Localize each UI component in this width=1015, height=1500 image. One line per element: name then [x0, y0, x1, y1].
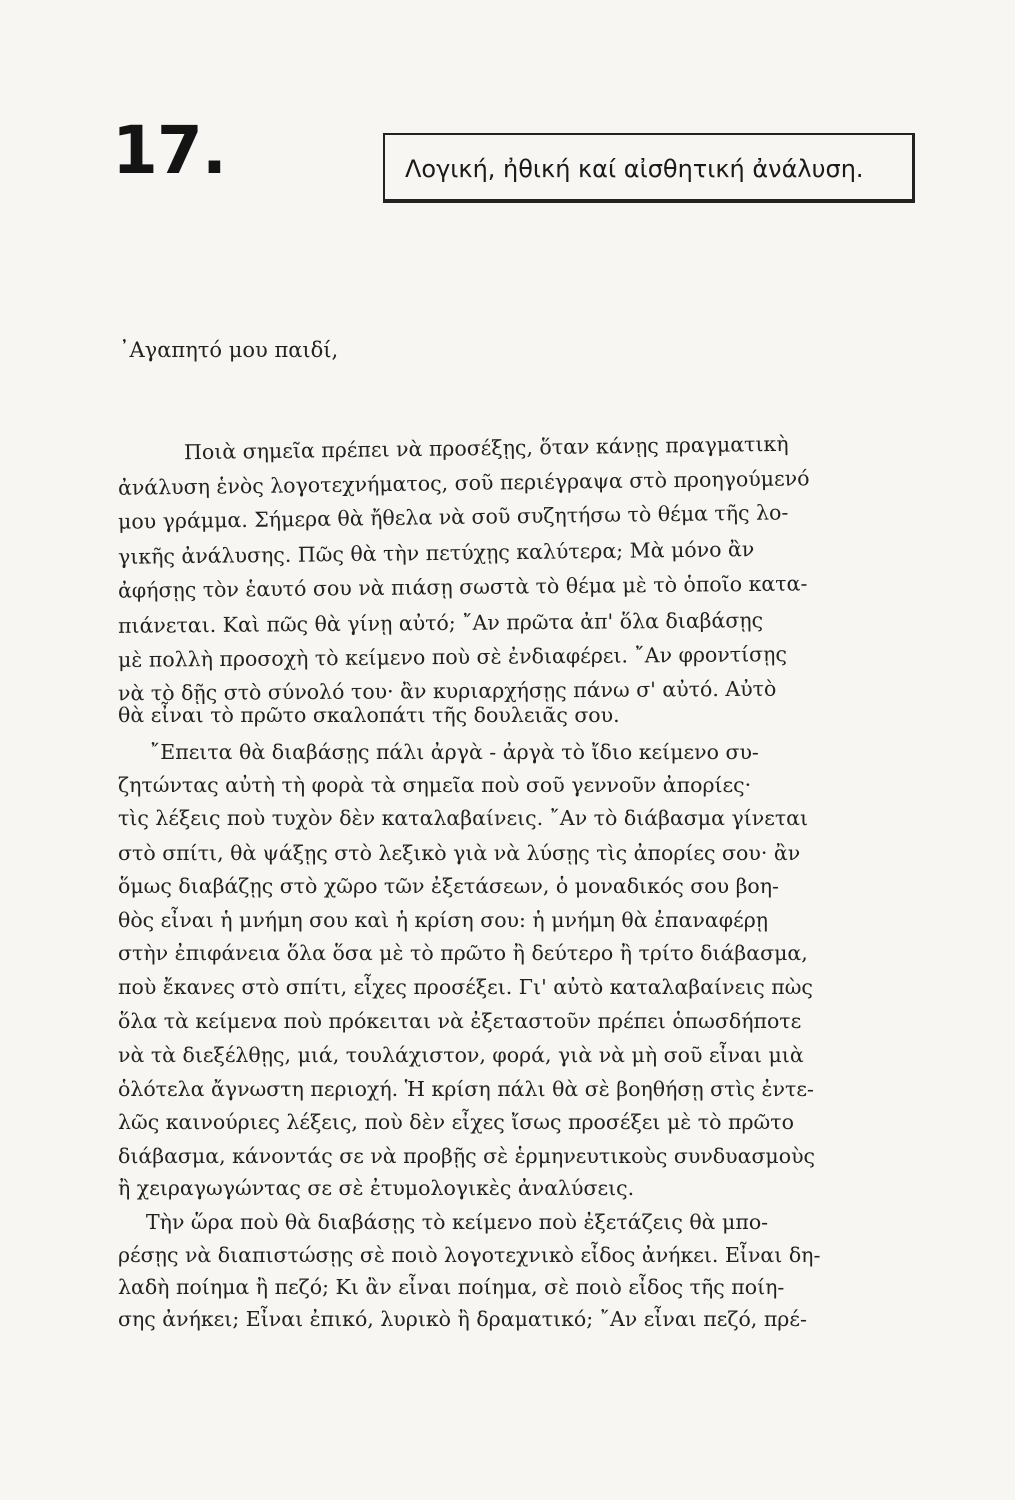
body-line: ὁλότελα ἄγνωστη περιοχή. Ἡ κρίση πάλι θὰ σὲ βοηθήσῃ στὶς ἐντε- [118, 1077, 814, 1101]
body-line: μὲ πολλὴ προσοχὴ τὸ κείμενο ποὺ σὲ ἐνδιαφέρει. ῎Αν φροντίσῃς [117, 642, 787, 672]
body-line: ἢ χειραγωγώντας σε σὲ ἐτυμολογικὲς ἀναλύσεις. [118, 1176, 635, 1200]
body-line: τὶς λέξεις ποὺ τυχὸν δὲν καταλαβαίνεις. ῎Αν τὸ διάβασμα γίνεται [118, 806, 809, 830]
chapter-title: Λογική, ἠθική καί αἰσθητική ἀνάλυση. [405, 155, 864, 183]
body-line: ἀνάλυση ἑνὸς λογοτεχνήματος, σοῦ περιέγραψα στὸ προηγούμενό [117, 466, 810, 500]
body-line: στὸ σπίτι, θὰ ψάξῃς στὸ λεξικὸ γιὰ νὰ λύσῃς τὶς ἀπορίες σου· ἂν [118, 841, 801, 865]
body-line: λαδὴ ποίημα ἢ πεζό; Κι ἂν εἶναι ποίημα, σὲ ποιὸ εἶδος τῆς ποίη- [118, 1275, 785, 1299]
body-line: νὰ τὸ δῇς στὸ σύνολό του· ἂν κυριαρχήσῃς πάνω σ' αὐτό. Αὐτὸ [117, 676, 777, 706]
body-line: νὰ τὰ διεξέλθῃς, μιά, τουλάχιστον, φορά, γιὰ νὰ μὴ σοῦ εἶναι μιὰ [118, 1043, 804, 1067]
body-line: πιάνεται. Καὶ πῶς θὰ γίνῃ αὐτό; ῎Αν πρῶτα ἀπ' ὅλα διαβάσῃς [117, 608, 764, 638]
body-line: γικῆς ἀνάλυσης. Πῶς θὰ τὴν πετύχῃς καλύτερα; Μὰ μόνο ἂν [117, 537, 755, 569]
body-line: ποὺ ἔκανες στὸ σπίτι, εἶχες προσέξει. Γι' αὐτὸ καταλαβαίνεις πὼς [118, 975, 813, 999]
body-line: λῶς καινούριες λέξεις, ποὺ δὲν εἶχες ἴσως προσέξει μὲ τὸ πρῶτο [118, 1110, 794, 1134]
body-line: στὴν ἐπιφάνεια ὅλα ὅσα μὲ τὸ πρῶτο ἢ δεύτερο ἢ τρίτο διάβασμα, [118, 941, 808, 965]
body-line: σης ἀνήκει; Εἶναι ἐπικό, λυρικὸ ἢ δραματικό; ῎Αν εἶναι πεζό, πρέ- [118, 1307, 807, 1331]
body-line: ὅλα τὰ κείμενα ποὺ πρόκειται νὰ ἐξεταστοῦν πρέπει ὁπωσδήποτε [118, 1009, 802, 1033]
chapter-number: 17. [112, 112, 226, 189]
body-line: ῎Επειτα θὰ διαβάσῃς πάλι ἀργὰ - ἀργὰ τὸ ἴδιο κείμενο συ- [150, 740, 759, 764]
body-line: θὸς εἶναι ἡ μνήμη σου καὶ ἡ κρίση σου: ἡ μνήμη θὰ ἐπαναφέρῃ [118, 908, 769, 932]
body-line: μου γράμμα. Σήμερα θὰ ἤθελα νὰ σοῦ συζητήσω τὸ θέμα τῆς λο- [117, 500, 789, 534]
body-line: Ποιὰ σημεῖα πρέπει νὰ προσέξῃς, ὅταν κάνῃς πραγματικὴ [183, 431, 789, 465]
body-line: ἀφήσῃς τὸν ἑαυτό σου νὰ πιάσῃ σωστὰ τὸ θέμα μὲ τὸ ὁποῖο κατα- [117, 571, 808, 603]
body-line: διάβασμα, κάνοντάς σε νὰ προβῇς σὲ ἑρμηνευτικοὺς συνδυασμοὺς [118, 1144, 816, 1168]
body-line: Τὴν ὥρα ποὺ θὰ διαβάσῃς τὸ κείμενο ποὺ ἐξετάζεις θὰ μπο- [146, 1210, 769, 1234]
body-line: ὅμως διαβάζῃς στὸ χῶρο τῶν ἐξετάσεων, ὁ μοναδικός σου βοη- [118, 874, 779, 898]
chapter-title-box [383, 133, 915, 203]
body-line: ζητώντας αὐτὴ τὴ φορὰ τὰ σημεῖα ποὺ σοῦ γεννοῦν ἀπορίες· [118, 773, 752, 797]
body-line: ρέσῃς νὰ διαπιστώσῃς σὲ ποιὸ λογοτεχνικὸ εἶδος ἀνήκει. Εἶναι δη- [118, 1243, 821, 1267]
letter-salutation: ᾿Αγαπητό μου παιδί, [119, 338, 339, 362]
body-line: θὰ εἶναι τὸ πρῶτο σκαλοπάτι τῆς δουλειᾶς σου. [118, 703, 620, 727]
